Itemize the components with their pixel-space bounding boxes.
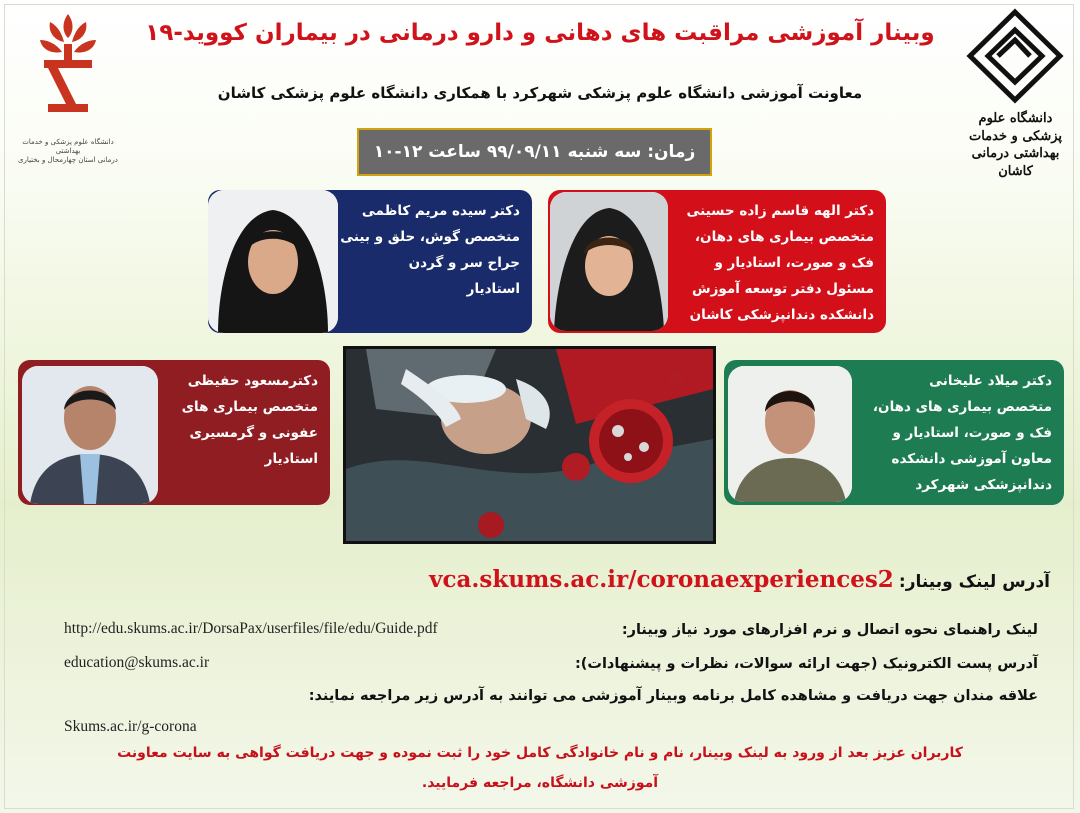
speaker-specialty: عفونی و گرمسیری — [189, 425, 318, 441]
webinar-time-box — [357, 128, 712, 176]
speaker-card-alikhani — [724, 360, 1064, 505]
speaker-affiliation: دندانپزشکی شهرکرد — [915, 477, 1052, 493]
speaker-info-kazemi — [340, 198, 520, 302]
speaker-card-ghasemzadeh — [548, 190, 886, 333]
speaker-photo-kazemi — [208, 190, 338, 333]
poster-title: وبینار آموزشی مراقبت های دهانی و دارو درمانی در بیماران کووید-۱۹ — [145, 20, 935, 46]
guide-link-url[interactable]: http://edu.skums.ac.ir/DorsaPax/userfiles/file/edu/Guide.pdf — [64, 620, 438, 637]
speaker-info-ghasemzadeh — [687, 198, 875, 328]
email-address[interactable]: education@skums.ac.ir — [64, 654, 210, 671]
webinar-time: زمان: سه شنبه ۹۹/۰۹/۱۱ ساعت ۱۲-۱۰ — [373, 142, 696, 162]
speaker-card-hafizi — [18, 360, 330, 505]
left-logo-caption-2: درمانی استان چهارمحال و بختیاری — [18, 155, 118, 164]
speaker-position: معاون آموزشی دانشکده — [891, 451, 1052, 467]
kashan-university-logo — [958, 6, 1073, 179]
webinar-link-line — [230, 566, 1050, 593]
speaker-name: دکتر سیده مریم کاظمی — [361, 203, 520, 219]
speaker-photo-ghasemzadeh — [550, 192, 668, 331]
shahrekord-university-logo — [18, 4, 118, 169]
speaker-specialty: متخصص گوش، حلق و بینی — [340, 229, 520, 245]
webinar-link-url[interactable]: vca.skums.ac.ir/coronaexperiences2 — [429, 566, 894, 593]
dental-covid-image — [343, 346, 716, 544]
kashan-emblem-icon — [958, 6, 1073, 106]
program-label: علاقه مندان جهت دریافت و مشاهده کامل برنامه وبینار آموزشی می توانند به آدرس زیر مراجعه نمایند: — [308, 688, 1038, 704]
poster-subtitle: معاونت آموزشی دانشگاه علوم پزشکی شهرکرد با همکاری دانشگاه علوم پزشکی کاشان — [217, 84, 863, 102]
email-label: آدرس پست الکترونیک (جهت ارائه سوالات، نظرات و پیشنهادات): — [574, 656, 1038, 672]
speaker-info-hafizi — [182, 368, 318, 472]
speaker-rank: استادیار — [466, 281, 520, 297]
speaker-rank: استادیار — [264, 451, 318, 467]
right-logo-caption-2: بهداشتی درمانی کاشان — [971, 146, 1060, 179]
note-line-1: کاربران عزیز بعد از ورود به لینک وبینار، نام و نام خانوادگی کامل خود را ثبت نموده و جهت دریافت گواهی به سایت معاونت — [117, 745, 963, 761]
speaker-specialty: متخصص بیماری های — [181, 399, 318, 415]
note-line-2: آموزشی دانشگاه، مراجعه فرمایید. — [421, 775, 659, 791]
speaker-affiliation: دانشکده دندانپزشکی کاشان — [689, 307, 874, 323]
speaker-photo-hafizi — [22, 366, 158, 504]
guide-link-label: لینک راهنمای نحوه اتصال و نرم افزارهای مورد نیاز وبینار: — [621, 622, 1038, 638]
right-logo-caption-1: دانشگاه علوم پزشکی و خدمات — [968, 111, 1063, 144]
speaker-name: دکتر میلاد علیخانی — [929, 373, 1052, 389]
speaker-name: دکتر الهه قاسم زاده حسینی — [686, 203, 874, 219]
speaker-photo-alikhani — [728, 366, 852, 502]
left-logo-caption-1: دانشگاه علوم پزشکی و خدمات بهداشتی — [22, 138, 114, 155]
webinar-link-label: آدرس لینک وبینار: — [898, 572, 1050, 592]
speaker-specialty: فک و صورت، استادیار و — [714, 255, 874, 271]
speaker-specialty: متخصص بیماری های دهان، — [694, 229, 874, 245]
program-url[interactable]: Skums.ac.ir/g-corona — [64, 718, 197, 735]
speaker-specialty: جراح سر و گردن — [408, 255, 520, 271]
speaker-specialty: فک و صورت، استادیار و — [892, 425, 1052, 441]
speaker-specialty: متخصص بیماری های دهان، — [872, 399, 1052, 415]
speaker-card-kazemi — [208, 190, 532, 333]
speaker-info-alikhani — [873, 368, 1052, 498]
speaker-position: مسئول دفتر توسعه آموزش — [691, 281, 874, 297]
speaker-name: دکترمسعود حفیظی — [187, 373, 318, 389]
shahrekord-emblem-icon — [18, 4, 118, 134]
